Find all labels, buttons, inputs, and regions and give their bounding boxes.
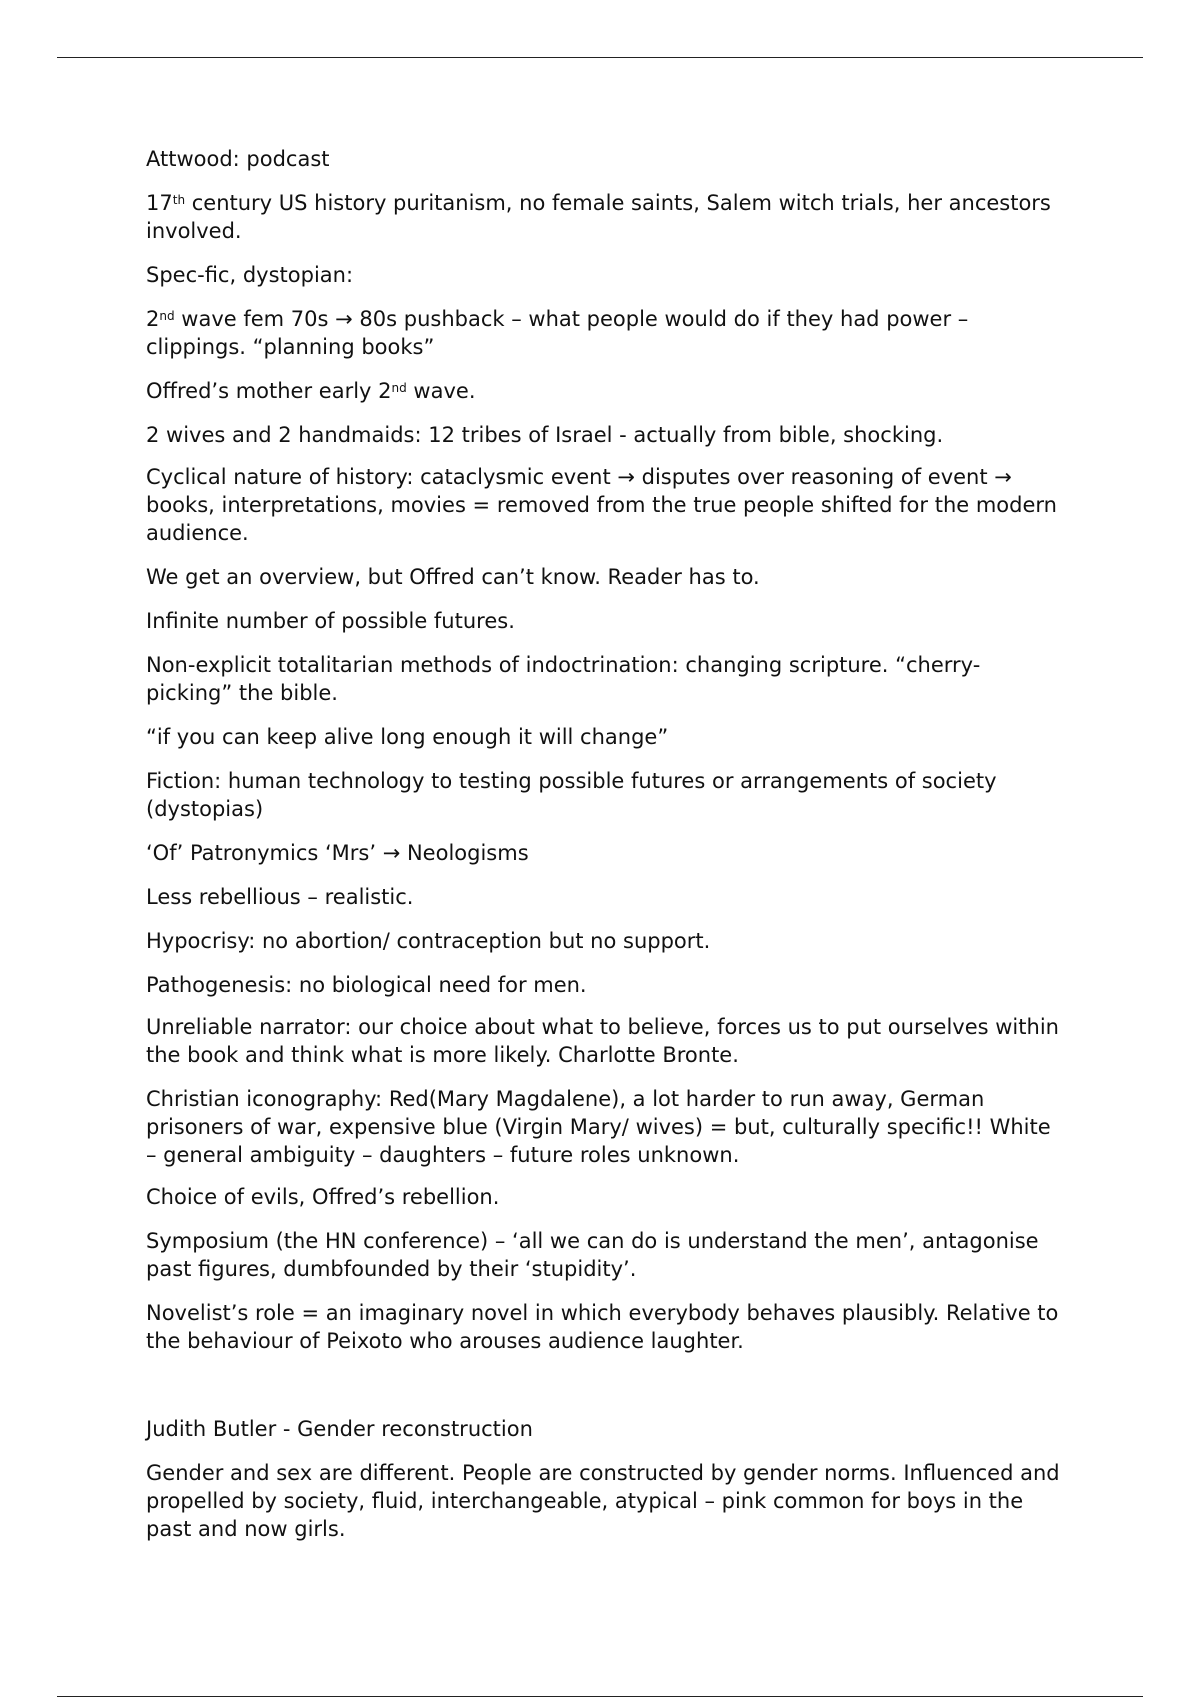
note-paragraph: Fiction: human technology to testing possible futures or arrangements of society (dystopias) [146, 769, 997, 821]
note-paragraph: Less rebellious – realistic. [146, 885, 414, 909]
note-paragraph [146, 189, 1066, 245]
note-paragraph: Spec-fic, dystopian: [146, 263, 354, 287]
section-heading: Judith Butler - Gender reconstruction [146, 1417, 533, 1441]
note-paragraph: Pathogenesis: no biological need for men. [146, 973, 587, 997]
footer-rule [57, 1696, 1143, 1697]
note-paragraph: Cyclical nature of history: cataclysmic event → disputes over reasoning of event → books, interpretations, movies = removed from the true people shifted for the modern audience. [146, 465, 1057, 545]
text-run: wave. [406, 379, 476, 403]
text-run: wave fem 70s → 80s pushback – what people would do if they had power – clippings. “planning books” [146, 307, 969, 359]
ordinal-suffix: th [172, 193, 186, 207]
ordinal-suffix: nd [391, 381, 407, 395]
note-paragraph: Choice of evils, Offred’s rebellion. [146, 1185, 500, 1209]
text-run: century US history puritanism, no female saints, Salem witch trials, her ancestors involved. [146, 191, 1051, 243]
note-paragraph: Novelist’s role = an imaginary novel in which everybody behaves plausibly. Relative to the behaviour of Peixoto who arouses audience laughter. [146, 1301, 1059, 1353]
note-paragraph: Non-explicit totalitarian methods of indoctrination: changing scripture. “cherry-picking” the bible. [146, 653, 981, 705]
text-run: Offred’s mother early 2 [146, 379, 392, 403]
text-run: 17 [146, 191, 173, 215]
note-paragraph: Hypocrisy: no abortion/ contraception but no support. [146, 929, 711, 953]
note-paragraph: Gender and sex are different. People are constructed by gender norms. Influenced and propelled by society, fluid, interchangeable, atypical – pink common for boys in the past and now girls. [146, 1461, 1060, 1541]
section-gap [146, 1371, 1066, 1415]
note-paragraph: ‘Of’ Patronymics ‘Mrs’ → Neologisms [146, 841, 529, 865]
note-paragraph: “if you can keep alive long enough it will change” [146, 725, 669, 749]
note-paragraph: We get an overview, but Offred can’t know. Reader has to. [146, 565, 760, 589]
header-rule [57, 57, 1143, 58]
ordinal-suffix: nd [159, 309, 175, 323]
note-paragraph: Symposium (the HN conference) – ‘all we can do is understand the men’, antagonise past figures, dumbfounded by their ‘stupidity’. [146, 1229, 1039, 1281]
note-paragraph: 2 wives and 2 handmaids: 12 tribes of Israel - actually from bible, shocking. [146, 423, 944, 447]
note-paragraph: Infinite number of possible futures. [146, 609, 515, 633]
document-body [146, 145, 1066, 1559]
note-paragraph [146, 305, 1066, 361]
note-paragraph [146, 377, 1066, 405]
note-paragraph: Christian iconography: Red(Mary Magdalene), a lot harder to run away, German prisoners of war, expensive blue (Virgin Mary/ wives) = but, culturally specific!! White – general ambiguity – daughters – future roles unknown. [146, 1087, 1051, 1167]
note-paragraph: Unreliable narrator: our choice about what to believe, forces us to put ourselves within the book and think what is more likely. Charlotte Bronte. [146, 1015, 1059, 1067]
text-run: 2 [146, 307, 160, 331]
note-paragraph: Attwood: podcast [146, 147, 330, 171]
